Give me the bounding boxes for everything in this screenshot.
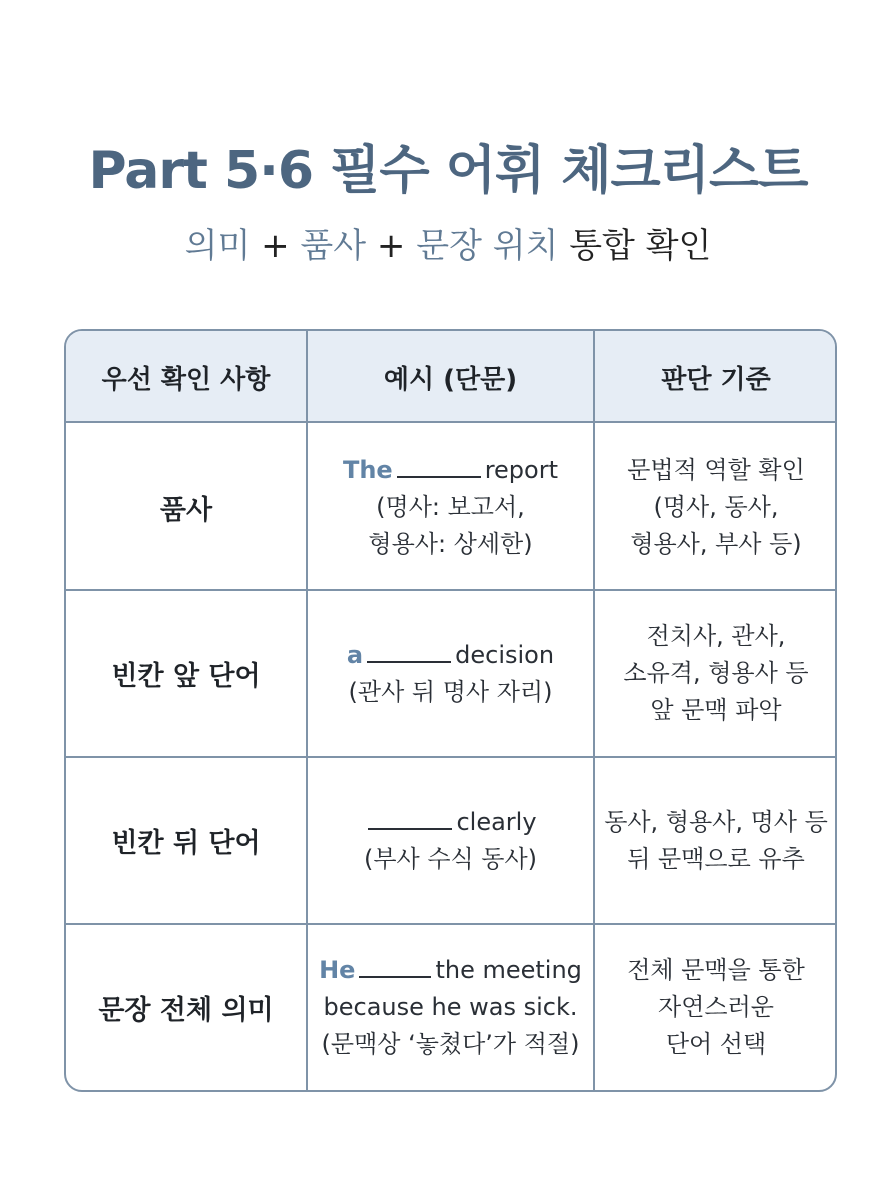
page-title: Part 5·6 필수 어휘 체크리스트	[88, 141, 808, 201]
blank-line	[397, 456, 481, 478]
criteria-line: (명사, 동사,	[653, 492, 779, 521]
row-criteria	[595, 925, 837, 1090]
header-priority: 우선 확인 사항	[101, 364, 271, 395]
example-line: (문맥상 ‘놓쳤다’가 적절)	[321, 1030, 580, 1058]
row-example	[308, 425, 593, 589]
subtitle-meaning: 의미	[184, 226, 251, 266]
blank-line	[359, 956, 431, 978]
criteria-line: 동사, 형용사, 명사 등	[604, 807, 828, 836]
row-criteria	[595, 425, 837, 589]
example-tail: decision	[455, 640, 555, 669]
example-tail: report	[484, 455, 559, 484]
criteria-line: 문법적 역할 확인	[627, 455, 805, 484]
row-label: 품사	[159, 494, 213, 526]
subtitle-plus: +	[250, 226, 301, 266]
example-line: because he was sick.	[323, 993, 578, 1021]
subtitle-integrated: 통합 확인	[558, 226, 712, 266]
row-label: 문장 전체 의미	[98, 995, 274, 1026]
example-line: (명사: 보고서,	[376, 492, 525, 521]
row-criteria	[595, 758, 837, 923]
criteria-line: 형용사, 부사 등)	[630, 529, 802, 558]
blank-line	[368, 808, 452, 830]
criteria-line: 전체 문맥을 통한	[627, 956, 805, 984]
example-line: (관사 뒤 명사 자리)	[348, 677, 553, 706]
blank-line	[367, 641, 451, 663]
example-tail: clearly	[456, 807, 537, 836]
criteria-line: 전치사, 관사,	[646, 622, 786, 650]
subtitle-pos: 품사	[300, 226, 367, 266]
row-criteria	[595, 591, 837, 756]
subtitle-position: 문장 위치	[416, 226, 559, 266]
row-example	[308, 758, 593, 923]
criteria-line: 소유격, 형용사 등	[623, 659, 809, 687]
example-lead: He	[319, 956, 356, 984]
row-example	[308, 925, 593, 1090]
example-sentence	[343, 452, 558, 489]
example-sentence	[319, 952, 582, 989]
criteria-line: 뒤 문맥으로 유추	[627, 844, 805, 873]
criteria-line: 앞 문맥 파악	[650, 696, 782, 724]
example-sentence	[347, 637, 554, 674]
criteria-line: 단어 선택	[665, 1030, 767, 1058]
header-criteria: 판단 기준	[661, 364, 771, 395]
example-lead: The	[342, 455, 393, 484]
example-line: (부사 수식 동사)	[363, 844, 538, 873]
checklist-table	[64, 329, 837, 1092]
row-label: 빈칸 앞 단어	[111, 661, 261, 692]
example-tail: the meeting	[435, 956, 582, 984]
subtitle-plus: +	[366, 226, 417, 266]
header-example: 예시 (단문)	[383, 364, 518, 395]
page-subtitle	[0, 222, 896, 270]
example-sentence	[364, 804, 536, 841]
criteria-line: 자연스러운	[658, 993, 774, 1021]
row-label: 빈칸 뒤 단어	[111, 828, 261, 859]
example-line: 형용사: 상세한)	[368, 529, 533, 558]
row-example	[308, 591, 593, 756]
example-lead: a	[346, 640, 364, 669]
